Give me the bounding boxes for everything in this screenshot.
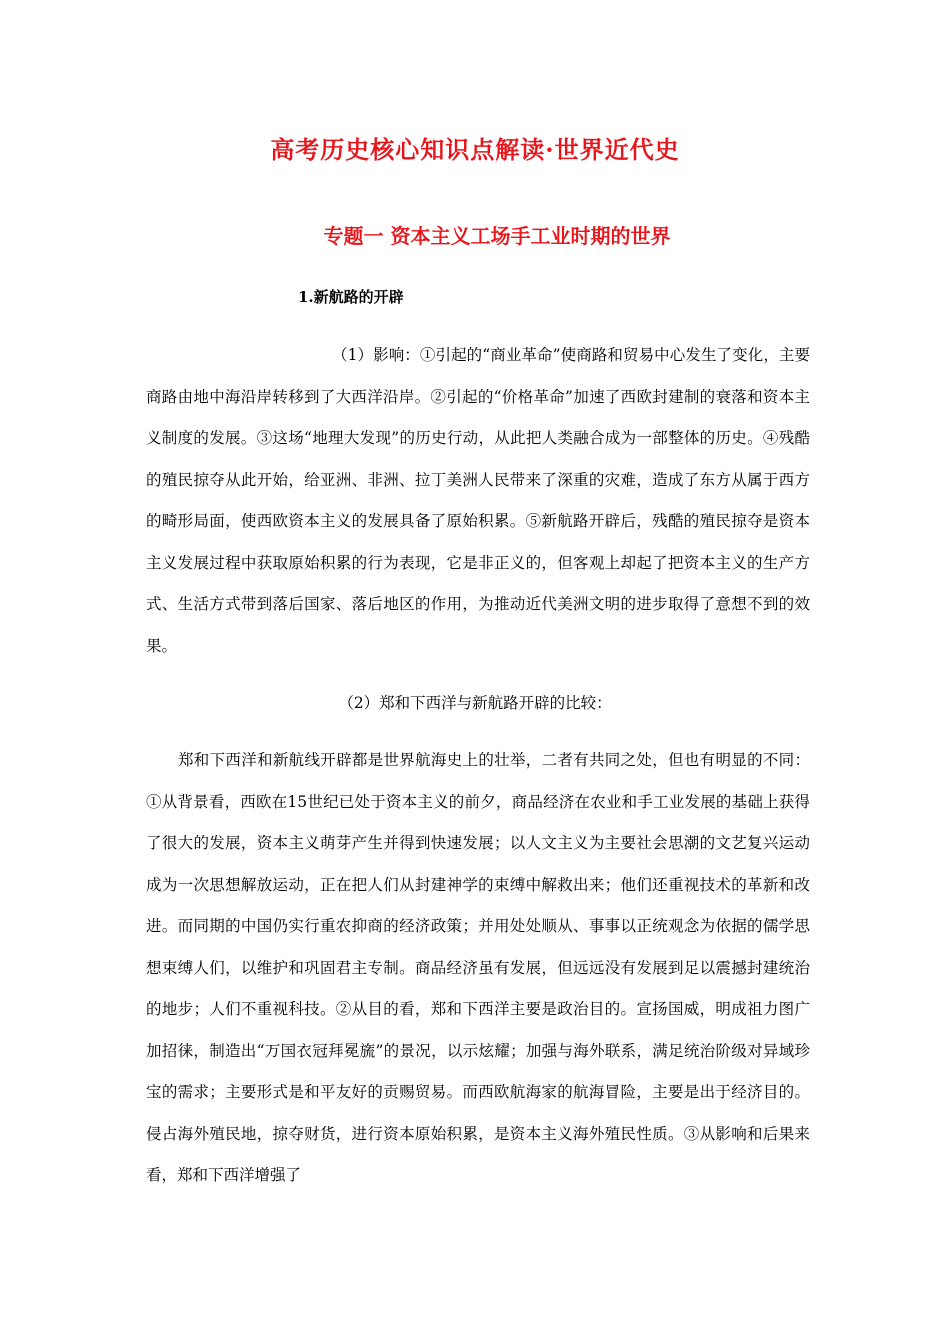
document-title: 高考历史核心知识点解读·世界近代史 — [270, 135, 680, 164]
paragraph-impact: （1）影响：①引起的“商业革命”使商路和贸易中心发生了变化，主要商路由地中海沿岸转移到了大西洋沿岸。②引起的“价格革命”加速了西欧封建制的衰落和资本主义制度的发展。③这场“地理大发现”的历史行动，从此把人类融合成为一部整体的历史。④残酷的殖民掠夺从此开始，给亚洲、非洲、拉丁美洲人民带来了深重的灾难，造成了东方从属于西方的畸形局面，使西欧资本主义的发展具备了原始积累。⑤新航路开辟后，残酷的殖民掠夺是资本主义发展过程中获取原始积累的行为表现，它是非正义的，但客观上却起了把资本主义的生产方式、生活方式带到落后国家、落后地区的作用，为推动近代美洲文明的进步取得了意想不到的效果。 — [146, 346, 810, 655]
document-subtitle: 专题一 资本主义工场手工业时期的世界 — [323, 224, 671, 248]
paragraph-comparison: 郑和下西洋和新航线开辟都是世界航海史上的壮举，二者有共同之处，但也有明显的不同：①从背景看，西欧在15世纪已处于资本主义的前夕，商品经济在农业和手工业发展的基础上获得了很大的发展，资本主义萌芽产生并得到快速发展；以人文主义为主要社会思潮的文艺复兴运动成为一次思想解放运动，正在把人们从封建神学的束缚中解救出来；他们还重视技术的革新和改进。而同期的中国仍实行重农抑商的经济政策；并用处处顺从、事事以正统观念为依据的儒学思想束缚人们，以维护和巩固君主专制。商品经济虽有发展，但远远没有发展到足以震撼封建统治的地步；人们不重视科技。②从目的看，郑和下西洋主要是政治目的。宣扬国威，明成祖力图广加招徕，制造出“万国衣冠拜冕旒”的景况，以示炫耀；加强与海外联系，满足统治阶级对异域珍宝的需求；主要形式是和平友好的贡赐贸易。而西欧航海家的航海冒险，主要是出于经济目的。侵占海外殖民地，掠夺财货，进行资本原始积累，是资本主义海外殖民性质。③从影响和后果来看，郑和下西洋增强了 — [146, 751, 810, 1184]
paragraph-comparison-heading: （2）郑和下西洋与新航路开辟的比较： — [338, 694, 612, 712]
section-heading: 1.新航路的开辟 — [298, 288, 404, 306]
